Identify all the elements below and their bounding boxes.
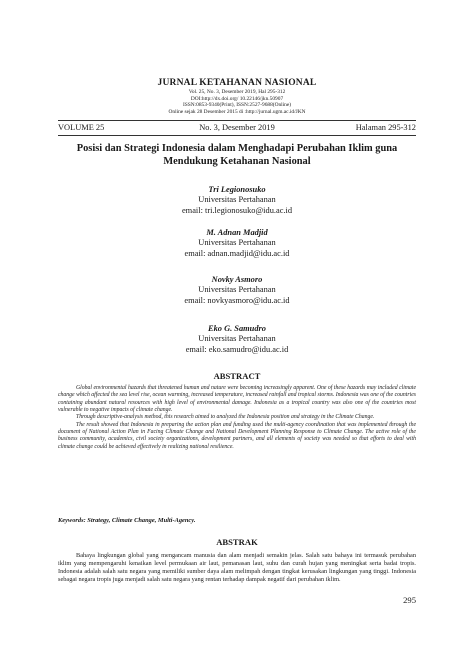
page-number: 295: [403, 595, 416, 605]
paper-title: [58, 142, 416, 168]
abstract-paragraph: The result showed that Indonesia in preparing the action plan and funding used the multi-agency coordination that was implemented through the document of National Action Plan in Facing Climate Change and National Development Planning Response to Climate Change. The active role of the business community, academics, civil society organizations, development partners, and all elements of society was needed so that efforts to deal with climate change could be achieved effectively in realizing national resilience.: [58, 421, 416, 450]
abstract-paragraph: Global environmental hazards that threatened human and nature were becoming increasingly apparent. One of these hazards may included climate change which affected the sea level rise, ocean warming, increased temperature, increased rainfall and tropical storms. Indonesia was one of the countries containing abundant natural resources with high level of environmental damage. Indonesia as a tropical country was also one of the countries most vulnerable to negative impacts of climate change.: [58, 385, 416, 414]
author-email[interactable]: email: adnan.madjid@idu.ac.id: [184, 248, 290, 258]
paper-title-line: Mendukung Ketahanan Nasional: [163, 156, 311, 167]
author-affiliation: Universitas Pertahanan: [198, 238, 276, 248]
journal-meta-volume: Vol. 25, No. 3, Desember 2019, Hal 295-312: [188, 89, 286, 95]
abstract-heading: ABSTRACT: [213, 371, 261, 381]
author-block: [0, 228, 474, 259]
author-affiliation: Universitas Pertahanan: [198, 334, 276, 344]
author-block: [0, 324, 474, 355]
author-name: Tri Legionosuko: [208, 185, 266, 194]
issue-bar: [58, 120, 416, 136]
author-name: Novky Asmoro: [211, 275, 263, 284]
author-affiliation: Universitas Pertahanan: [198, 285, 276, 295]
author-block: [0, 185, 474, 216]
issue-number: No. 3, Desember 2019: [199, 123, 275, 132]
author-name: Eko G. Samudro: [208, 324, 266, 333]
journal-header: [0, 78, 474, 115]
paper-title-line: Posisi dan Strategi Indonesia dalam Menghadapi Perubahan Iklim guna: [76, 143, 398, 154]
author-name: M. Adnan Madjid: [206, 228, 268, 237]
issue-pages: Halaman 295-312: [355, 123, 416, 132]
abstrak-paragraph: Bahaya lingkungan global yang mengancam manusia dan alam menjadi semakin jelas. Salah satu bahaya ini termasuk perubahan iklim yang mempengaruhi kenaikan level permukaan air laut, pemanasan laut, suhu dan curah hujan yang meningkat serta badai tropis. Indonesia adalah salah satu negara yang memiliki sumber daya alam melimpah dengan tingkat kerusakan lingkungan yang tinggi. Indonesia sebagai negara tropis juga menjadi salah satu negara yang rentan terhadap dampak negatif dari perubahan iklim.: [58, 552, 416, 583]
abstract-paragraph: Through descriptive-analysis method, this research aimed to analyzed the Indonesia position and strategy in the Climate Change.: [76, 414, 375, 421]
abstrak-body: [58, 552, 416, 584]
journal-meta-doi: DOI:http://dx.doi.org/ 10.22146/jkn.50907: [190, 95, 284, 102]
journal-name: JURNAL KETAHANAN NASIONAL: [157, 78, 317, 88]
keywords: Keywords: Strategy, Climate Change, Multi-Agency.: [58, 517, 196, 524]
issue-volume: VOLUME 25: [58, 123, 105, 132]
journal-meta-issn: ISSN:0853-9340(Print), ISSN:2527-9688(Online): [182, 102, 292, 109]
author-affiliation: Universitas Pertahanan: [198, 195, 276, 205]
abstrak-heading: ABSTRAK: [216, 537, 258, 547]
author-email[interactable]: email: eko.samudro@idu.ac.id: [185, 344, 289, 354]
journal-meta-online: Online sejak 28 Desember 2015 di :http://jurnal.ugm.ac.id/JKN: [168, 108, 306, 115]
abstract-body: [58, 385, 416, 451]
author-email[interactable]: email: tri.legionosuko@idu.ac.id: [181, 205, 293, 215]
author-email[interactable]: email: novkyasmoro@idu.ac.id: [184, 295, 290, 305]
author-block: [0, 275, 474, 306]
